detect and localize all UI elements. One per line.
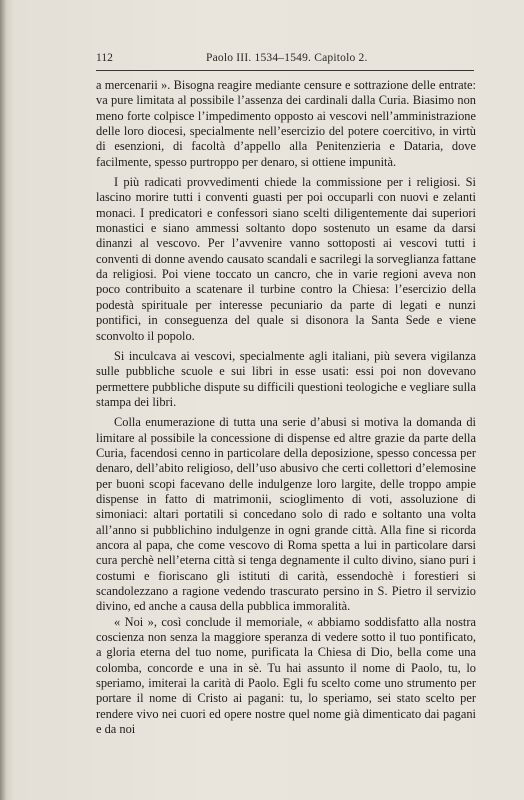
running-title: Paolo III. 1534–1549. Capitolo 2. — [206, 52, 368, 64]
paragraph-2: I più radicati provvedimenti chiede la commissione per i religiosi. Si lascino morire tutti i conventi guasti per poi occuparli con nuovi e zelanti monaci. I predicatori e confessori siano scelti diligentemente dai superiori monastici e siano ammessi soltanto dopo sostenuto un esame da darsi dinanzi al vescovo. Per l’avvenire vanno sottoposti ai vescovi tutti i conventi di donne avendo causato scandali e sacrilegi la sorveglianza fattane da religiosi. Poi viene toccato un cancro, che in varie regioni aveva non poco contribuito a scatenare il turbine contro la Chiesa: l’esercizio della podestà spirituale per interesse pecuniario da parte di legati e nunzi pontifici, in conseguenza del quale si disonora la Santa Sede e viene sconvolto il popolo. — [96, 175, 476, 343]
paragraph-3: Si inculcava ai vescovi, specialmente agli italiani, più severa vigilanza sulle pubbliche scuole e sui libri in esse usati: essi poi non dovevano permettere pubbliche dispute su difficili questioni teologiche e vegliare sulla stampa dei libri. — [96, 348, 476, 409]
paragraph-4: Colla enumerazione di tutta una serie d’abusi si motiva la domanda di limitare al possibile la concessione di dispense ed altre grazie da parte della Curia, facendosi cenno in particolare della deposizione, spesso concessa per denaro, dell’abito religioso, dell’uso abusivo che certi collettori d’elemosine per buoni scopi facevano delle indulgenze loro largite, delle troppo ampie dispense in fatto di matrimonii, scioglimento di voti, assoluzione di simoniaci: altari portatili si concedano solo di rado e soltanto una volta all’anno si pubblichino indulgenze in ogni grande città. Alla fine si ricorda ancora al papa, che come vescovo di Roma spetta a lui in particolare darsi cura perchè nell’eterna città si tenga degnamente il culto divino, siano puri i costumi e fioriscano gli istituti di carità, essendochè i forestieri si scandolezzano a ragione vedendo trascurato persino in S. Pietro il servizio divino, ed anche a causa della pubblica immoralità. — [96, 415, 476, 614]
running-header — [96, 52, 472, 68]
main-text — [96, 78, 476, 737]
page-binding-edge — [0, 0, 6, 800]
paragraph-5: « Noi », così conclude il memoriale, « abbiamo soddisfatto alla nostra coscienza non senza la maggiore speranza di vedere sotto il tuo pontificato, a gloria eterna del tuo nome, purificata la Chiesa di Dio, bella come una colomba, concorde e una in sè. Tu hai assunto il nome di Paolo, tu, lo speriamo, imiterai la carità di Paolo. Egli fu scelto come uno strumento per portare il nome di Cristo ai pagani: tu, lo speriamo, sei stato scelto per rendere vivo nei cuori ed opere nostre quel nome già dimenticato dai pagani e da noi — [96, 614, 476, 737]
paragraph-1: a mercenarii ». Bisogna reagire mediante censure e sottrazione delle entrate: va pure limitata al possibile l’assenza dei cardinali dalla Curia. Biasimo non meno forte colpisce l’impedimento opposto ai vescovi nell’amministrazione delle loro diocesi, specialmente nell’esercizio del potere coercitivo, in virtù di esenzioni, di facoltà d’appello alla Penitenzieria e Dataria, dove facilmente, spesso purtroppo per denaro, si ottiene impunità. — [96, 78, 476, 169]
page-number: 112 — [96, 52, 113, 64]
header-rule — [96, 70, 474, 71]
